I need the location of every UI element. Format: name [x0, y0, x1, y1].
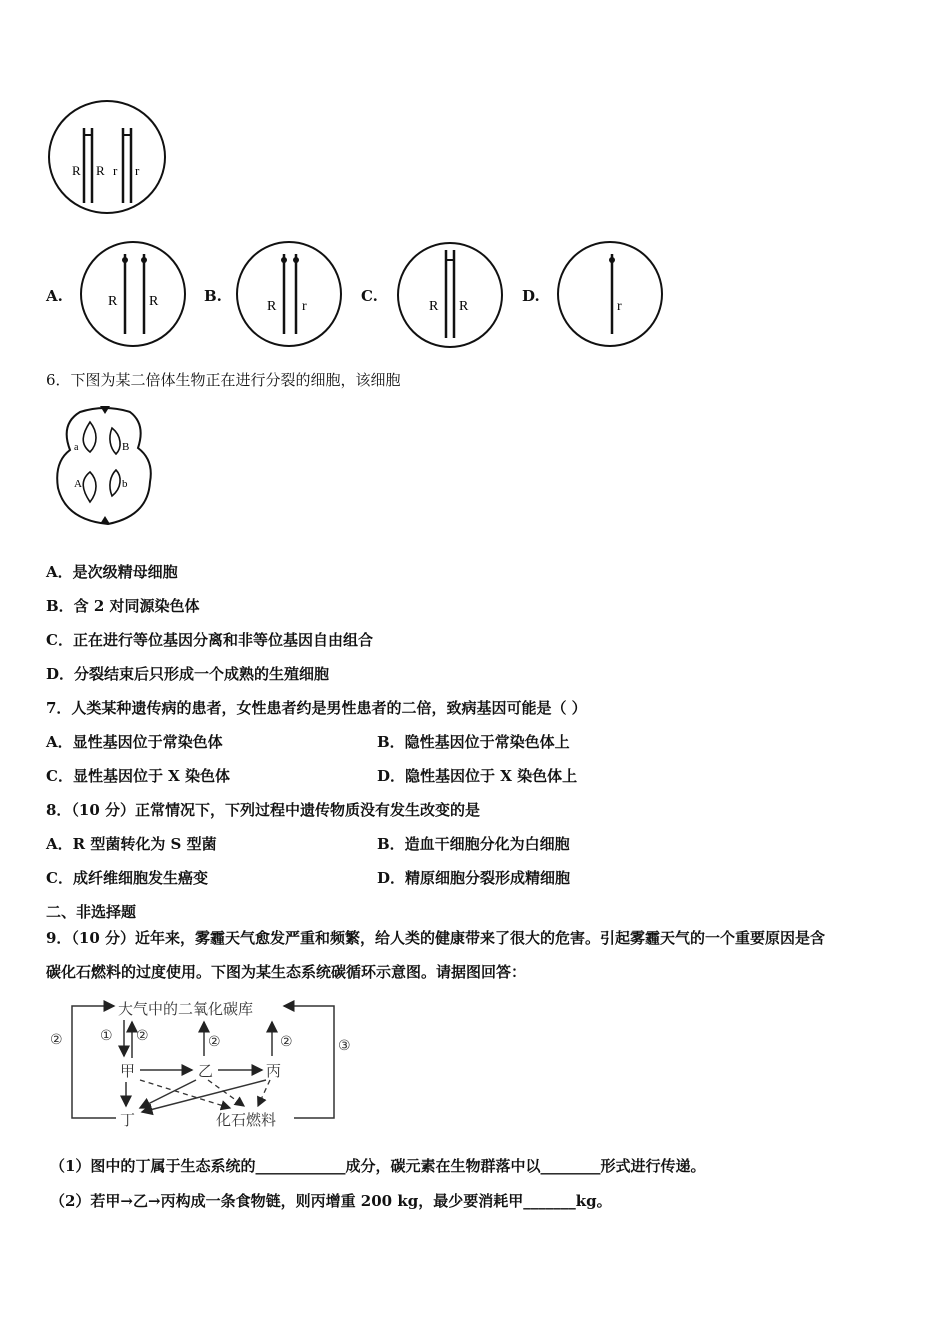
q6-dividing-cell-figure	[50, 404, 160, 528]
cell-membrane	[49, 101, 165, 213]
q8-stem: 8．（10 分）正常情况下，下列过程中遗传物质没有发生改变的是	[46, 801, 481, 819]
q8-option-b: B．造血干细胞分化为白细胞	[377, 835, 570, 853]
gene-label: B	[122, 441, 130, 453]
option-b-letter: B.	[204, 287, 222, 305]
option-c-cell-figure	[395, 238, 507, 350]
allele-label: R	[429, 299, 439, 314]
gene-label: A	[74, 478, 82, 490]
gene-label: a	[74, 442, 79, 453]
option-c-letter: C.	[361, 287, 378, 305]
q7-option-c: C．显性基因位于 X 染色体	[46, 767, 231, 785]
q9-subquestion-1: （1）图中的丁属于生态系统的____________成分，碳元素在生物群落中以________形式进行传递。	[50, 1157, 706, 1175]
q6-option-d: D．分裂结束后只形成一个成熟的生殖细胞	[46, 665, 330, 683]
diagram-node-co2-pool: 大气中的二氧化碳库	[118, 1000, 254, 1018]
option-a-cell-figure	[78, 238, 190, 350]
diagram-node-bing: 丙	[266, 1062, 282, 1080]
q6-option-b: B．含 2 对同源染色体	[46, 597, 200, 615]
q6-option-a: A．是次级精母细胞	[46, 563, 178, 581]
q8-option-c: C．成纤维细胞发生癌变	[46, 869, 208, 887]
process-mark: ②	[280, 1034, 293, 1050]
process-mark: ②	[136, 1028, 149, 1044]
q7-stem: 7．人类某种遗传病的患者，女性患者约是男性患者的二倍，致病基因可能是（ ）	[46, 699, 587, 717]
allele-label: R	[96, 163, 105, 178]
process-mark: ②	[50, 1032, 63, 1048]
allele-label: r	[302, 299, 307, 314]
q7-option-a: A．显性基因位于常染色体	[46, 733, 223, 751]
q8-option-d: D．精原细胞分裂形成精细胞	[377, 869, 571, 887]
gene-label: b	[122, 478, 128, 490]
allele-label: r	[617, 299, 622, 314]
allele-label: r	[113, 163, 118, 178]
section-title: 二、非选择题	[46, 903, 137, 921]
allele-label: R	[267, 299, 277, 314]
diagram-node-ding: 丁	[120, 1111, 136, 1129]
q9-stem-line1: 9．（10 分）近年来，雾霾天气愈发严重和频繁，给人类的健康带来了很大的危害。引起雾霾天气的一个重要原因是含	[46, 929, 826, 947]
process-mark: ①	[100, 1028, 113, 1044]
option-d-cell-figure	[555, 238, 667, 350]
diagram-node-yi: 乙	[198, 1062, 214, 1080]
q6-stem: 6．下图为某二倍体生物正在进行分裂的细胞，该细胞	[46, 371, 401, 389]
option-d-letter: D.	[522, 287, 540, 305]
q8-option-a: A．R 型菌转化为 S 型菌	[46, 835, 217, 853]
diagram-node-jia: 甲	[120, 1062, 136, 1080]
q5-original-cell-figure	[44, 98, 170, 220]
diagram-node-fossil-fuel: 化石燃料	[216, 1111, 277, 1129]
q9-subquestion-2: （2）若甲→乙→丙构成一条食物链，则丙增重 200 kg，最少要消耗甲_______kg。	[50, 1192, 612, 1210]
allele-label: r	[135, 163, 140, 178]
q7-option-b: B．隐性基因位于常染色体上	[377, 733, 570, 751]
q7-option-d: D．隐性基因位于 X 染色体上	[377, 767, 578, 785]
carbon-cycle-diagram	[44, 992, 364, 1134]
q6-option-c: C．正在进行等位基因分离和非等位基因自由组合	[46, 631, 373, 649]
process-mark: ②	[208, 1034, 221, 1050]
option-a-letter: A.	[46, 287, 63, 305]
process-mark: ③	[338, 1038, 351, 1054]
q9-stem-line2: 碳化石燃料的过度使用。下图为某生态系统碳循环示意图。请据图回答：	[46, 963, 527, 981]
allele-label: R	[72, 163, 81, 178]
allele-label: R	[149, 294, 159, 309]
allele-label: R	[108, 294, 118, 309]
option-b-cell-figure	[234, 238, 346, 350]
allele-label: R	[459, 299, 469, 314]
